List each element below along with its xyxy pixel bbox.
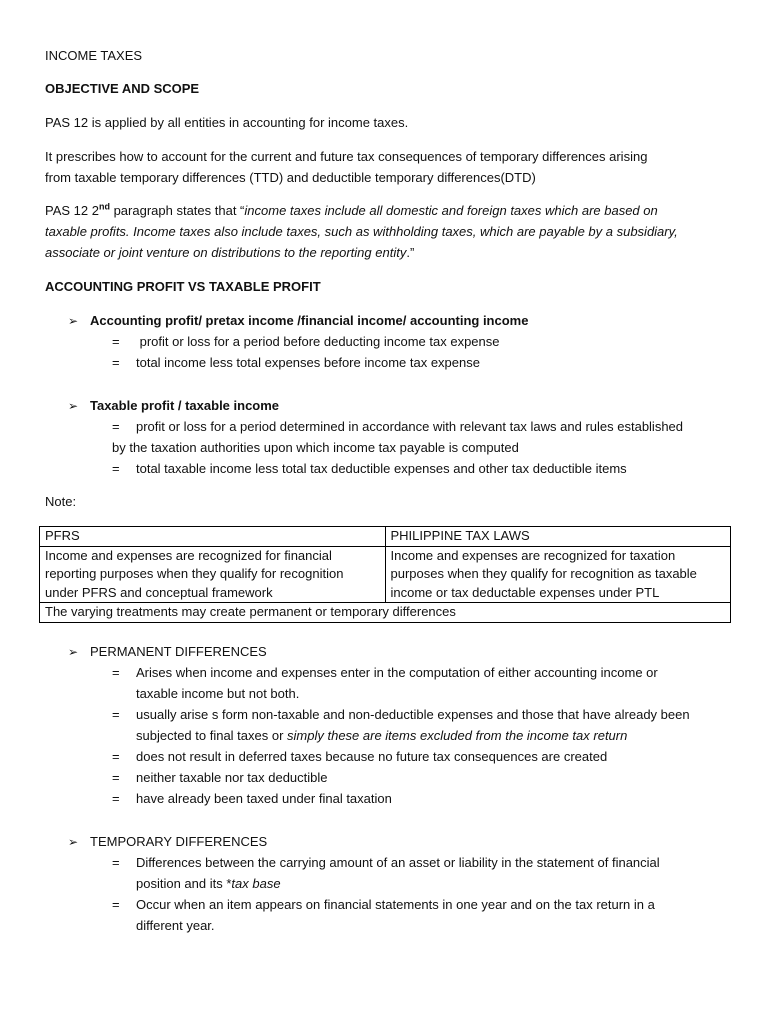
document-title: INCOME TAXES bbox=[45, 48, 143, 63]
ptl-cell: Income and expenses are recognized for taxation purposes when they qualify for recognition as taxable income or tax deductable expenses under PTL bbox=[385, 546, 731, 603]
temporary-differences-label: TEMPORARY DIFFERENCES bbox=[90, 834, 268, 849]
list-item: = profit or loss for a period before deducting income tax expense bbox=[112, 331, 732, 352]
pfrs-header: PFRS bbox=[40, 527, 386, 547]
equals-icon: = bbox=[112, 791, 120, 806]
pas12-quote-2: taxable profits. Income taxes also include taxes, such as withholding taxes, which are payable by a subsidiary, bbox=[45, 224, 678, 239]
accounting-profit-label: Accounting profit/ pretax income /financial income/ accounting income bbox=[90, 313, 529, 328]
arrow-bullet-icon: ➢ bbox=[68, 314, 79, 328]
pas12-prefix: PAS 12 2 bbox=[45, 203, 99, 218]
equals-icon: = bbox=[112, 855, 120, 870]
list-item: = total taxable income less total tax deductible expenses and other tax deductible items bbox=[112, 458, 732, 479]
accounting-profit-bullet bbox=[68, 310, 528, 332]
temporary-differences-bullet bbox=[68, 831, 267, 853]
pfrs-cell: Income and expenses are recognized for financial reporting purposes when they qualify for recognition under PFRS and conceptual framework bbox=[40, 546, 386, 603]
list-item: = Differences between the carrying amount of an asset or liability in the statement of financial bbox=[112, 852, 732, 873]
pas12-paragraph-line-3 bbox=[45, 242, 414, 263]
taxable-profit-bullet bbox=[68, 395, 279, 417]
scope-paragraph: PAS 12 is applied by all entities in accounting for income taxes. bbox=[45, 115, 409, 130]
list-item-continuation: different year. bbox=[136, 918, 215, 933]
equals-icon: = bbox=[112, 419, 120, 434]
pas12-quote-1: income taxes include all domestic and foreign taxes which are based on bbox=[244, 203, 658, 218]
list-item: = Arises when income and expenses enter in the computation of either accounting income or bbox=[112, 662, 732, 683]
pas12-paragraph-line-1 bbox=[45, 200, 658, 221]
list-item-continuation: subjected to final taxes or simply these are items excluded from the income tax return bbox=[136, 728, 628, 743]
equals-icon: = bbox=[112, 770, 120, 785]
list-item: = does not result in deferred taxes because no future tax consequences are created bbox=[112, 746, 732, 767]
equals-icon: = bbox=[112, 334, 120, 349]
equals-icon: = bbox=[112, 665, 120, 680]
note-label: Note: bbox=[45, 494, 77, 509]
list-item: = Occur when an item appears on financial statements in one year and on the tax return in a bbox=[112, 894, 732, 915]
pas12-end: .” bbox=[406, 245, 415, 260]
list-item: = profit or loss for a period determined in accordance with relevant tax laws and rules established bbox=[112, 416, 732, 437]
table-header-row bbox=[40, 527, 731, 547]
prescribes-line-2: from taxable temporary differences (TTD) and deductible temporary differences(DTD) bbox=[45, 170, 536, 185]
arrow-bullet-icon: ➢ bbox=[68, 835, 79, 849]
objective-heading: OBJECTIVE AND SCOPE bbox=[45, 81, 200, 96]
permanent-differences-label: PERMANENT DIFFERENCES bbox=[90, 644, 267, 659]
equals-icon: = bbox=[112, 897, 120, 912]
list-item-continuation: taxable income but not both. bbox=[136, 686, 300, 701]
list-item: = usually arise s form non-taxable and non-deductible expenses and those that have already been bbox=[112, 704, 732, 725]
list-item: = have already been taxed under final taxation bbox=[112, 788, 732, 809]
ptl-header: PHILIPPINE TAX LAWS bbox=[385, 527, 731, 547]
arrow-bullet-icon: ➢ bbox=[68, 399, 79, 413]
list-item-continuation: by the taxation authorities upon which income tax payable is computed bbox=[112, 440, 519, 455]
pas12-quote-3: associate or joint venture on distributions to the reporting entity bbox=[45, 245, 407, 260]
list-item: = total income less total expenses before income tax expense bbox=[112, 352, 732, 373]
table-footer: The varying treatments may create permanent or temporary differences bbox=[40, 603, 731, 623]
prescribes-line-1: It prescribes how to account for the current and future tax consequences of temporary differences arising bbox=[45, 149, 648, 164]
equals-icon: = bbox=[112, 707, 120, 722]
equals-icon: = bbox=[112, 355, 120, 370]
table-row bbox=[40, 546, 731, 603]
table-footer-row bbox=[40, 603, 731, 623]
equals-icon: = bbox=[112, 749, 120, 764]
arrow-bullet-icon: ➢ bbox=[68, 645, 79, 659]
equals-icon: = bbox=[112, 461, 120, 476]
accounting-heading: ACCOUNTING PROFIT VS TAXABLE PROFIT bbox=[45, 279, 321, 294]
taxable-profit-label: Taxable profit / taxable income bbox=[90, 398, 280, 413]
pas12-paragraph-line-2 bbox=[45, 221, 678, 242]
permanent-differences-bullet bbox=[68, 641, 267, 663]
pfrs-vs-ptl-table bbox=[39, 526, 731, 623]
list-item-continuation: position and its *tax base bbox=[136, 876, 281, 891]
list-item: = neither taxable nor tax deductible bbox=[112, 767, 732, 788]
pas12-mid: paragraph states that “ bbox=[109, 203, 245, 218]
pas12-superscript: nd bbox=[98, 201, 110, 212]
